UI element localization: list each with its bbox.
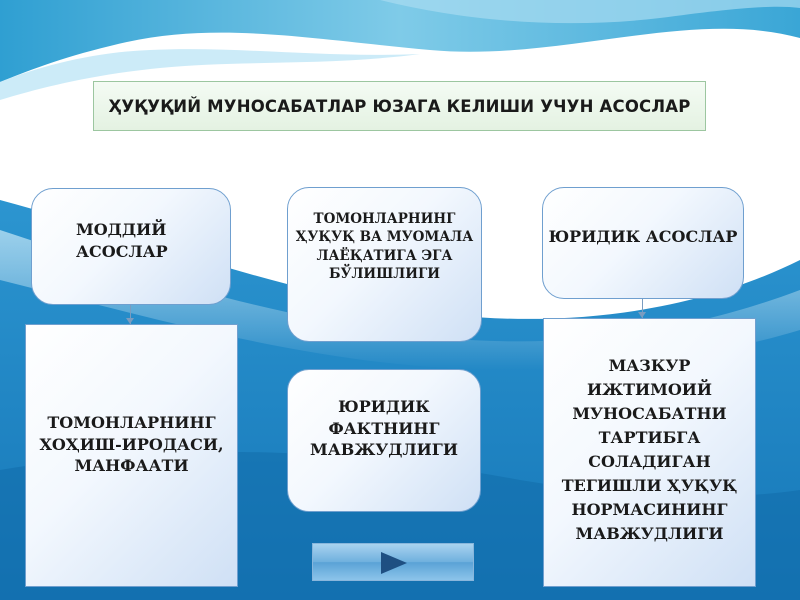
legal-capacity-box (287, 187, 482, 342)
parties-will-box (25, 324, 238, 587)
material-bases-box (31, 188, 231, 305)
diagram-title: ҲУҚУҚИЙ МУНОСАБАТЛАР ЮЗАГА КЕЛИШИ УЧУН АСОСЛАР (93, 81, 706, 131)
next-slide-button[interactable] (312, 543, 474, 581)
parties-will-label: ТОМОНЛАРНИНГ ХОҲИШ-ИРОДАСИ, МАНФААТИ (39, 413, 224, 476)
material-bases-label: МОДДИЙ АСОСЛАР (76, 219, 168, 261)
legal-bases-label: ЮРИДИК АСОСЛАР (548, 227, 738, 247)
play-icon (381, 552, 407, 574)
legal-fact-box (287, 369, 481, 512)
legal-bases-box (542, 187, 744, 299)
legal-norm-label: МАЗКУР ИЖТИМОИЙ МУНОСАБАТНИ ТАРТИБГА СОЛАДИГАН ТЕГИШЛИ ҲУҚУҚ НОРМАСИНИНГ МАВЖУДЛИГИ (561, 355, 738, 543)
legal-capacity-label: ТОМОНЛАРНИНГ ҲУҚУҚ ВА МУОМАЛА ЛАЁҚАТИГА ЭГА БЎЛИШЛИГИ (295, 211, 474, 282)
legal-norm-box (543, 318, 756, 587)
legal-fact-label: ЮРИДИК ФАКТНИНГ МАВЖУДЛИГИ (310, 397, 458, 460)
